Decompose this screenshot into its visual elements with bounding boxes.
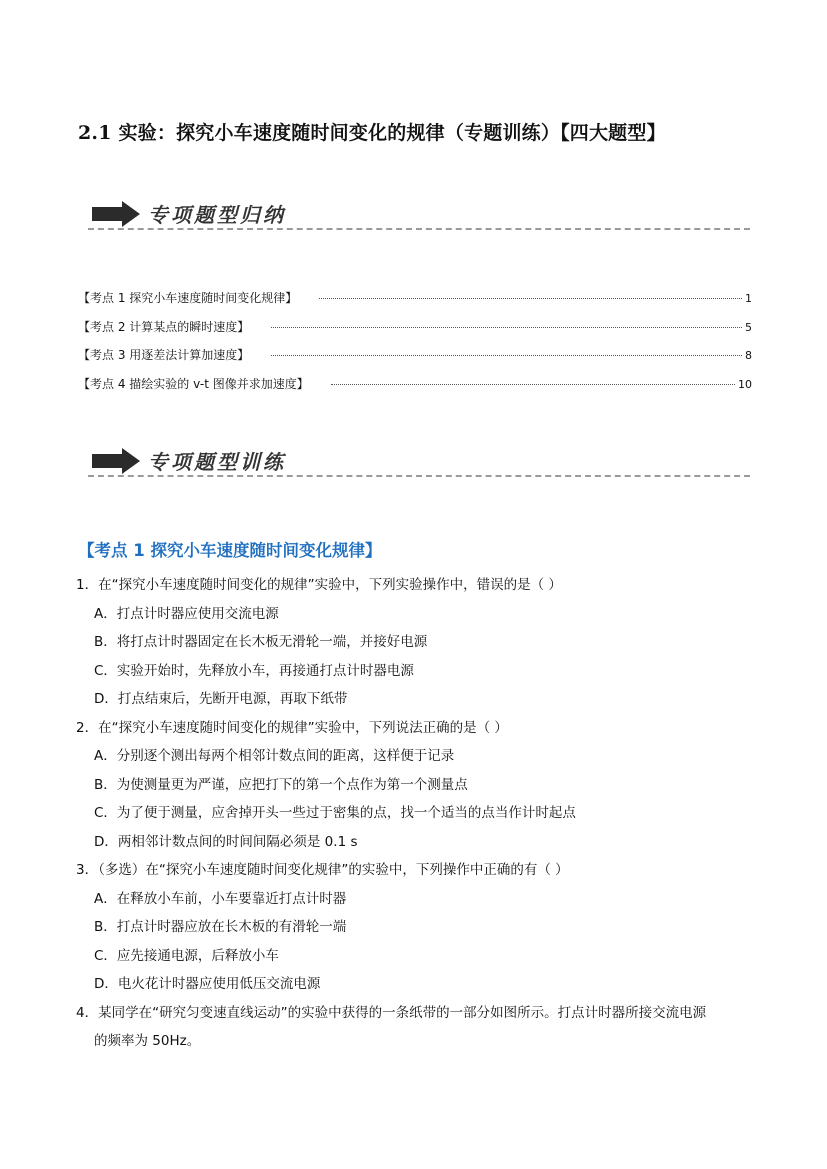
- toc-page-number: 1: [745, 292, 752, 305]
- answer-option: B．打点计时器应放在长木板的有滑轮一端: [94, 919, 347, 935]
- answer-option: C．为了便于测量，应舍掉开头一些过于密集的点，找一个适当的点当作计时起点: [94, 805, 576, 821]
- toc-item-label: 【考点 3 用逐差法计算加速度】: [78, 348, 250, 362]
- toc-page-number: 5: [745, 320, 752, 334]
- arrow-right-icon: [92, 448, 142, 474]
- table-of-contents: [78, 289, 752, 403]
- banner-label: 专项题型归纳: [148, 203, 286, 227]
- question-stem: 2．在“探究小车速度随时间变化的规律”实验中，下列说法正确的是（ ）: [76, 719, 508, 736]
- section-banner-training: [88, 446, 750, 482]
- arrow-right-icon: [92, 201, 142, 227]
- answer-option: C．应先接通电源，后释放小车: [94, 947, 279, 964]
- toc-item[interactable]: [78, 346, 752, 375]
- toc-page-number: 10: [738, 377, 752, 391]
- answer-option: A．分别逐个测出每两个相邻计数点间的距离，这样便于记录: [94, 748, 455, 764]
- answer-option: D．打点结束后，先断开电源，再取下纸带: [94, 691, 348, 707]
- section-heading: 【考点 1 探究小车速度随时间变化规律】: [78, 541, 382, 560]
- banner-divider: [88, 475, 750, 477]
- section-banner-summary: [88, 199, 750, 235]
- toc-item-label: 【考点 4 描绘实验的 v-t 图像并求加速度】: [78, 376, 309, 391]
- question-stem: 1．在“探究小车速度随时间变化的规律”实验中，下列实验操作中，错误的是（ ）: [76, 577, 562, 593]
- page-title: 2.1 实验：探究小车速度随时间变化的规律（专题训练）【四大题型】: [78, 122, 666, 144]
- question-stem: 4．某同学在“研究匀变速直线运动”的实验中获得的一条纸带的一部分如图所示。打点计时器所接交流电源: [76, 1004, 707, 1021]
- toc-leader: [319, 298, 742, 299]
- answer-option: D．电火花计时器应使用低压交流电源: [94, 976, 321, 992]
- answer-option: A．打点计时器应使用交流电源: [94, 605, 279, 622]
- banner-label: 专项题型训练: [148, 450, 286, 474]
- banner-divider: [88, 228, 750, 230]
- answer-option: D．两相邻计数点间的时间间隔必须是 0.1 s: [94, 833, 358, 850]
- question-stem: 3．（多选）在“探究小车速度随时间变化规律”的实验中，下列操作中正确的有（ ）: [76, 862, 569, 878]
- toc-item[interactable]: [78, 318, 752, 347]
- toc-leader: [331, 384, 735, 385]
- answer-option: B．为使测量更为严谨，应把打下的第一个点作为第一个测量点: [94, 776, 468, 793]
- toc-leader: [271, 355, 742, 356]
- answer-option: A．在释放小车前，小车要靠近打点计时器: [94, 890, 347, 907]
- answer-option: C．实验开始时，先释放小车，再接通打点计时器电源: [94, 662, 414, 679]
- question-stem-continuation: 的频率为 50Hz。: [94, 1033, 201, 1049]
- toc-item-label: 【考点 2 计算某点的瞬时速度】: [78, 319, 250, 334]
- toc-page-number: 8: [745, 349, 752, 362]
- toc-item[interactable]: [78, 289, 752, 318]
- toc-leader: [271, 327, 742, 328]
- toc-item-label: 【考点 1 探究小车速度随时间变化规律】: [78, 291, 298, 305]
- answer-option: B．将打点计时器固定在长木板无滑轮一端，并接好电源: [94, 634, 428, 650]
- toc-item[interactable]: [78, 375, 752, 404]
- question-list: [76, 571, 756, 1056]
